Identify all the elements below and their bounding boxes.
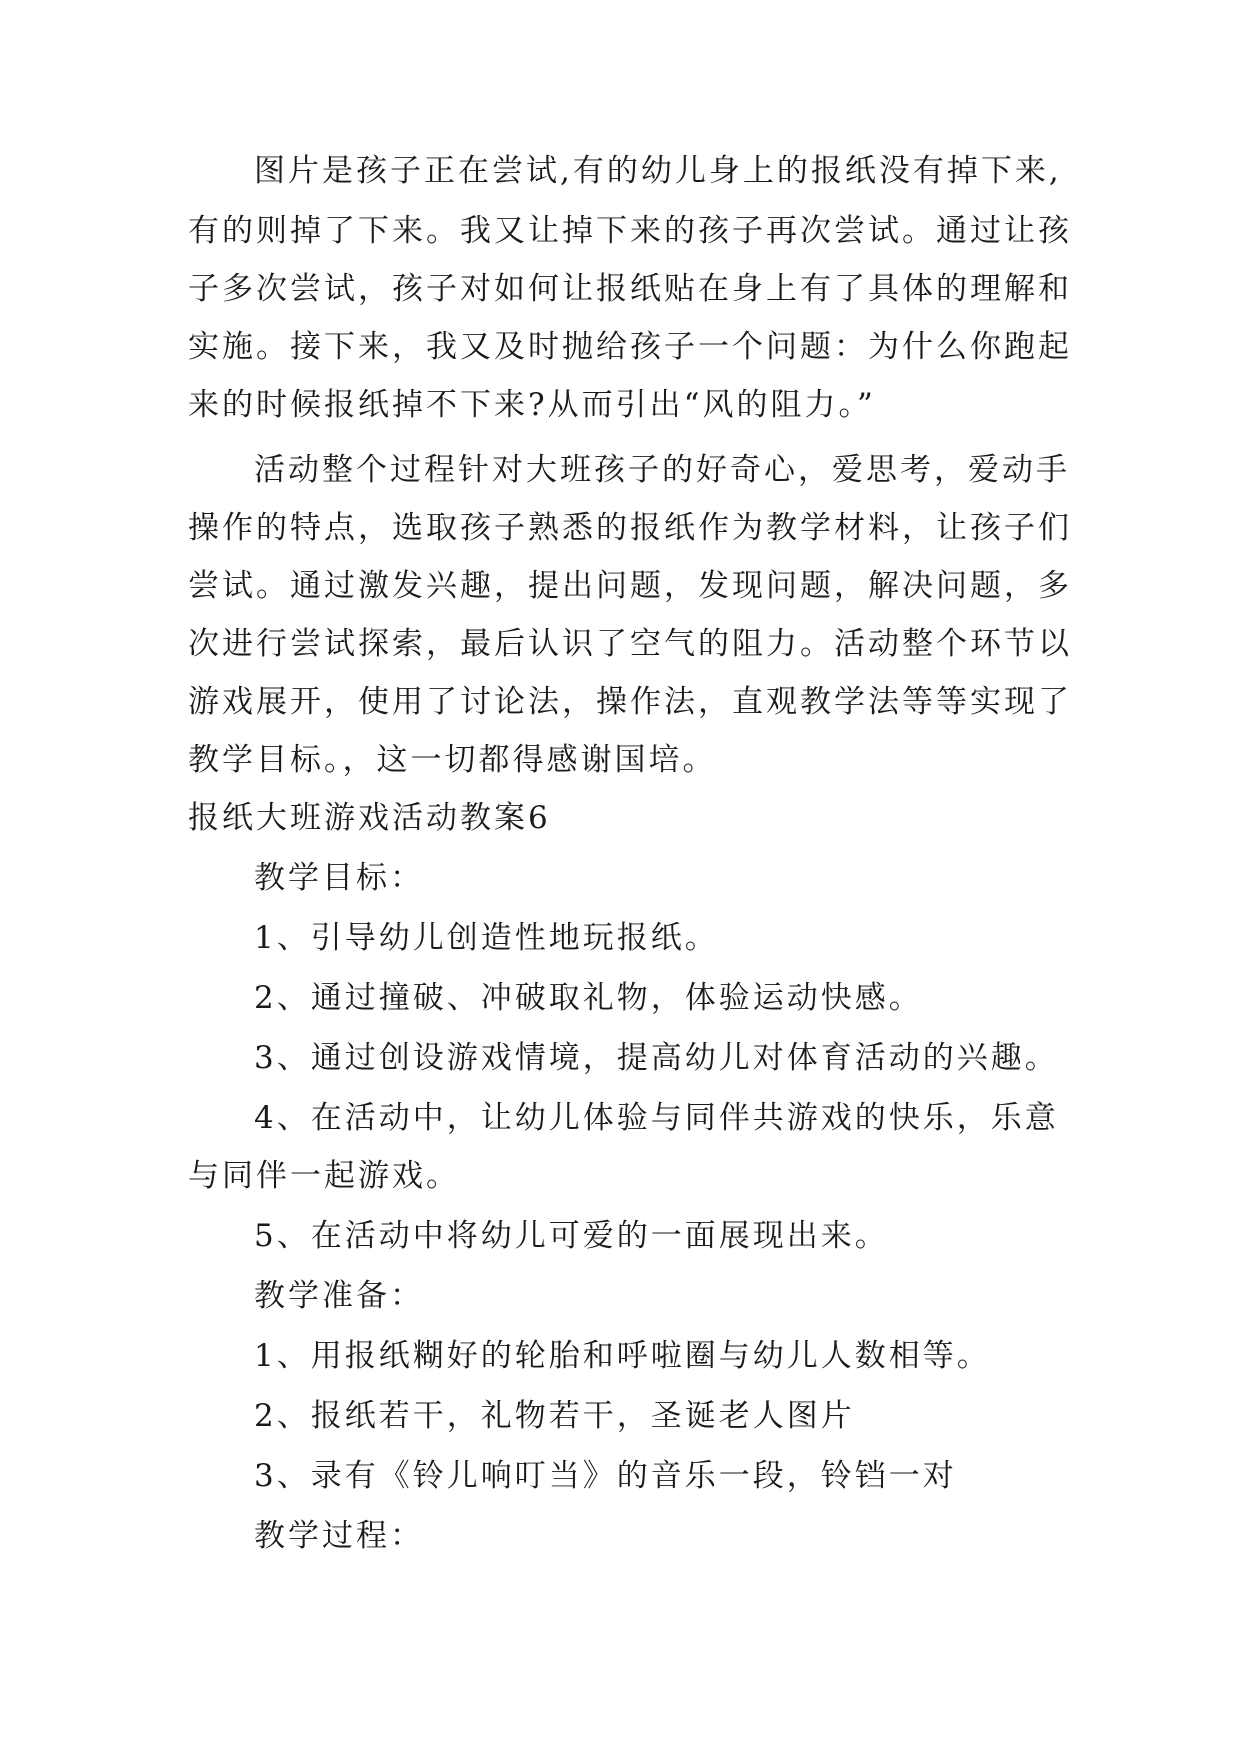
paragraph-2-line-5: 游戏展开，使用了讨论法，操作法，直观教学法等等实现了 — [188, 684, 1072, 720]
prep-heading: 教学准备： — [254, 1278, 424, 1314]
paragraph-2-line-1: 活动整个过程针对大班孩子的好奇心，爱思考，爱动手 — [254, 452, 1070, 488]
paragraph-1-line-5: 来的时候报纸掉不下来?从而引出“风的阻力。” — [188, 387, 876, 423]
goals-heading: 教学目标： — [254, 860, 424, 896]
paragraph-2-line-3: 尝试。通过激发兴趣，提出问题，发现问题，解决问题，多 — [188, 568, 1072, 604]
prep-item-2: 2、报纸若干，礼物若干，圣诞老人图片 — [254, 1398, 855, 1434]
goal-item-4: 4、在活动中，让幼儿体验与同伴共游戏的快乐，乐意 — [254, 1100, 1059, 1136]
paragraph-1-line-3: 子多次尝试，孩子对如何让报纸贴在身上有了具体的理解和 — [188, 271, 1072, 307]
goal-item-1: 1、引导幼儿创造性地玩报纸。 — [254, 920, 719, 956]
paragraph-2-line-6: 教学目标。，这一切都得感谢国培。 — [188, 742, 717, 778]
goal-item-4-continued: 与同伴一起游戏。 — [188, 1158, 460, 1194]
paragraph-2-line-4: 次进行尝试探索，最后认识了空气的阻力。活动整个环节以 — [188, 626, 1072, 662]
process-heading: 教学过程： — [254, 1518, 424, 1554]
paragraph-1-line-1: 图片是孩子正在尝试,有的幼儿身上的报纸没有掉下来, — [254, 153, 1062, 189]
goal-item-2: 2、通过撞破、冲破取礼物，体验运动快感。 — [254, 980, 923, 1016]
prep-item-1: 1、用报纸糊好的轮胎和呼啦圈与幼儿人数相等。 — [254, 1338, 991, 1374]
section-title: 报纸大班游戏活动教案6 — [188, 800, 551, 836]
paragraph-2-line-2: 操作的特点，选取孩子熟悉的报纸作为教学材料，让孩子们 — [188, 510, 1072, 546]
paragraph-1-line-4: 实施。接下来，我又及时抛给孩子一个问题：为什么你跑起 — [188, 329, 1072, 365]
prep-item-3: 3、录有《铃儿响叮当》的音乐一段，铃铛一对 — [254, 1458, 957, 1494]
goal-item-5: 5、在活动中将幼儿可爱的一面展现出来。 — [254, 1218, 889, 1254]
goal-item-3: 3、通过创设游戏情境，提高幼儿对体育活动的兴趣。 — [254, 1040, 1059, 1076]
paragraph-1-line-2: 有的则掉了下来。我又让掉下来的孩子再次尝试。通过让孩 — [188, 213, 1072, 249]
